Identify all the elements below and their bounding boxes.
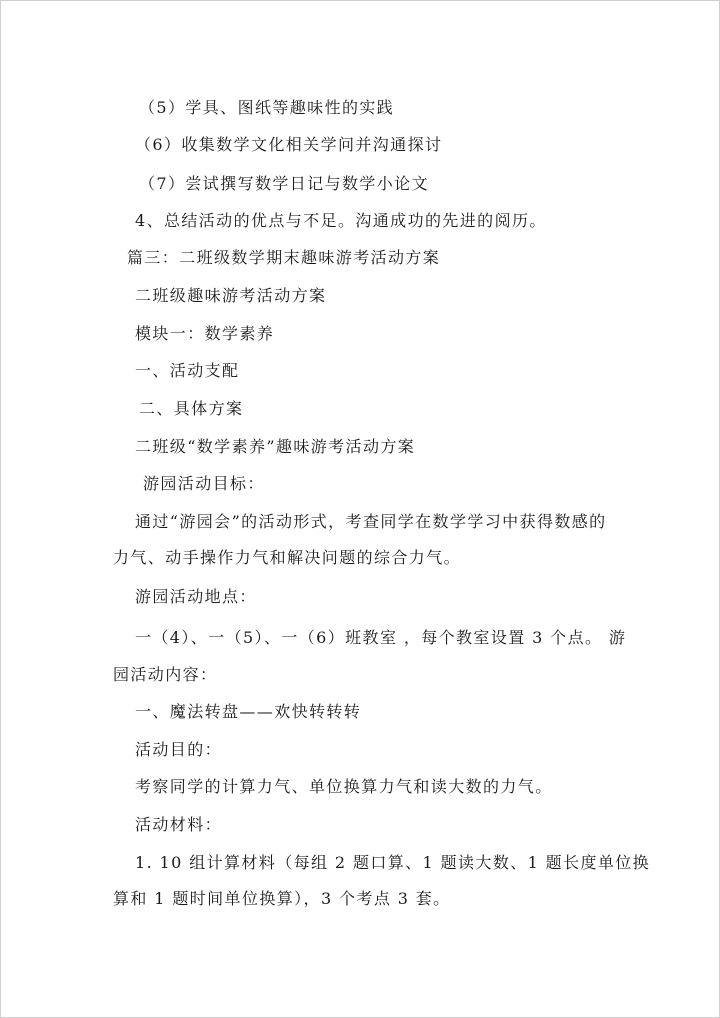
text-line: 1. 10 组计算材料（每组 2 题口算、1 题读大数、1 题长度单位换: [135, 853, 651, 872]
section-heading: 篇三：二班级数学期末趣味游考活动方案: [127, 248, 441, 267]
text-line: 二班级趣味游考活动方案: [135, 286, 327, 305]
text-line: 通过“游园会”的活动形式，考查同学在数学学习中获得数感的: [135, 512, 607, 531]
text-line: （5）学具、图纸等趣味性的实践: [139, 98, 395, 117]
text-line: 二班级“数学素养”趣味游考活动方案: [135, 437, 416, 456]
text-line: 活动目的：: [135, 740, 223, 759]
text-line: 算和 1 题时间单位换算），3 个考点 3 套。: [113, 889, 451, 908]
text-line: 一（4）、一（5）、一（6）班教室 ，每个教室设置 3 个点。 游: [135, 628, 627, 647]
text-line: 4、总结活动的优点与不足。沟通成功的先进的阅历。: [135, 211, 547, 230]
text-line: 游园活动目标：: [143, 474, 265, 493]
text-line: 一、魔法转盘——欢快转转转: [135, 702, 362, 721]
text-line: 模块一：数学素养: [135, 324, 275, 343]
text-line: 一、活动支配: [135, 361, 240, 380]
text-line: 力气、动手操作力气和解决问题的综合力气。: [113, 548, 462, 567]
text-line: 园活动内容：: [113, 665, 218, 684]
text-line: 游园活动地点：: [135, 587, 257, 606]
text-line: （7）尝试撰写数学日记与数学小论文: [139, 174, 429, 193]
text-line: 考察同学的计算力气、单位换算力气和读大数的力气。: [135, 777, 553, 796]
text-line: 二、具体方案: [139, 399, 244, 418]
text-line: （6）收集数学文化相关学问并沟通探讨: [135, 135, 443, 154]
text-line: 活动材料：: [135, 815, 223, 834]
